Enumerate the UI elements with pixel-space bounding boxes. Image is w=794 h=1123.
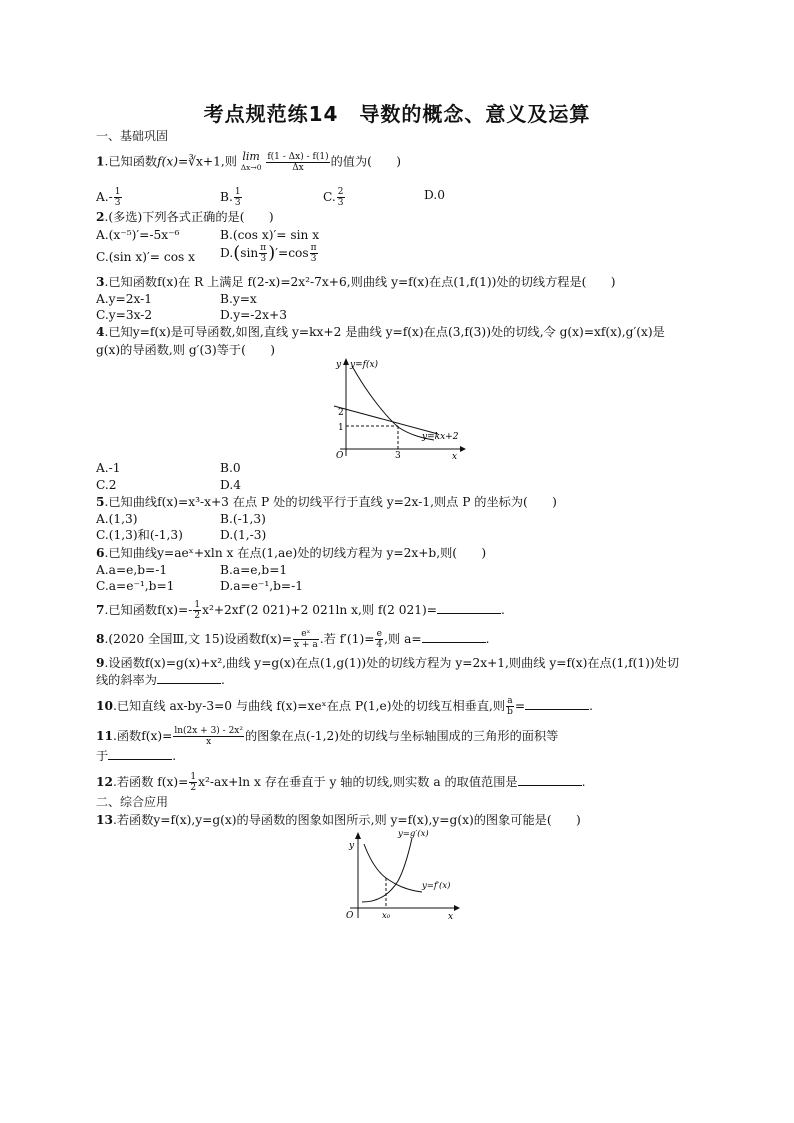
q3-option-b: B.y=x (220, 292, 257, 306)
answer-blank[interactable] (525, 698, 589, 710)
q4-origin: O (336, 451, 344, 460)
q13-x-label: x (448, 912, 454, 922)
question-9-line2: 线的斜率为 . (96, 673, 225, 687)
q13-x-arrow (454, 905, 460, 911)
q5-option-c: C.(1,3)和(-1,3) (96, 528, 183, 542)
q4-curve-label: y=f(x) (350, 360, 379, 370)
page-title: 考点规范练14 导数的概念、意义及运算 (203, 102, 591, 126)
question-6: 6.已知曲线y=aeˣ+xln x 在点(1,ae)处的切线方程为 y=2x+b,则( ) (96, 546, 487, 560)
question-11: 11.函数f(x)= $\frac{\text{ln(2x + 3) - 2x²}}{x}$ 的图象在点(-1,2)处的切线与坐标轴围成的三角形的面积等 (96, 726, 559, 747)
question-8: 8.(2020 全国Ⅲ,文 15)设函数f(x)= $\frac{\text{eˣ}}{x + a}$ .若 f′(1)= $\frac{e}{4}$ ,则 a= . (96, 629, 490, 650)
q3-option-d: D.y=-2x+3 (220, 308, 288, 322)
q4-option-c: C.2 (96, 478, 117, 492)
question-4: 4.已知y=f(x)是可导函数,如图,直线 y=kx+2 是曲线 y=f(x)在点(3,f(3))处的切线,令 g(x)=xf(x),g′(x)是 (96, 325, 665, 339)
q4-curve (352, 366, 434, 440)
q4-y-arrow (343, 358, 349, 365)
q6-option-c: C.a=e⁻¹,b=1 (96, 579, 175, 593)
q2-option-c: C.(sin x)′= cos x (96, 250, 196, 264)
q1-fx: f(x)= (157, 154, 189, 169)
q4-graph (330, 356, 470, 460)
q13-g-label: y=g′(x) (398, 829, 429, 839)
q2-option-d: D.(sin $\frac{\pi}{3}$ )′=cos $\frac{\pi}{3}$ (220, 242, 317, 264)
q13-g-prime-curve (362, 838, 412, 902)
q4-tick-3: 3 (395, 451, 401, 460)
answer-blank[interactable] (108, 748, 172, 760)
q5-option-b: B.(-1,3) (220, 512, 266, 526)
q13-y-arrow (355, 832, 361, 839)
answer-blank[interactable] (157, 672, 221, 684)
question-5: 5.已知曲线f(x)=x³-x+3 在点 P 处的切线平行于直线 y=2x-1,则点 P 的坐标为( ) (96, 495, 557, 509)
q4-x-arrow (460, 446, 466, 452)
q13-f-label: y=f′(x) (422, 881, 451, 891)
q3-option-a: A.y=2x-1 (96, 292, 153, 306)
q13-y-label: y (349, 841, 355, 851)
answer-blank[interactable] (437, 602, 501, 614)
q13-origin: O (346, 911, 354, 921)
q1-fraction: $\frac{f(1 - \Delta x) - f(1)}{\Delta x}$ (267, 151, 329, 173)
q4-option-d: D.4 (220, 478, 241, 492)
q6-option-d: D.a=e⁻¹,b=-1 (220, 579, 303, 593)
q13-graph (340, 826, 465, 922)
question-number: 1 (96, 154, 105, 169)
q4-option-a: A.-1 (96, 461, 121, 475)
question-3: 3.已知函数f(x)在 R 上满足 f(2-x)=2x²-7x+6,则曲线 y=f(x)在点(1,f(1))处的切线方程是( ) (96, 275, 616, 289)
q1-option-b: B. $\frac{1}{3}$ (220, 187, 241, 208)
question-11-line2: 于 . (96, 749, 177, 763)
q4-y-label: y (336, 360, 342, 370)
q4-tick-1: 1 (338, 423, 344, 433)
q2-option-a: A.(x⁻⁵)′=-5x⁻⁶ (96, 228, 180, 242)
q1-stem-a: .已知函数 (104, 154, 158, 169)
section-comprehensive: 二、综合应用 (96, 795, 169, 809)
q13-x0-label: x₀ (382, 911, 391, 921)
q6-option-a: A.a=e,b=-1 (96, 563, 168, 577)
question-13: 13.若函数y=f(x),y=g(x)的导函数的图象如图所示,则 y=f(x),y=g(x)的图象可能是( ) (96, 813, 581, 827)
q13-f-prime-curve (364, 844, 422, 892)
q1-option-c: C. $\frac{2}{3}$ (323, 187, 344, 208)
question-7: 7.已知函数f(x)=- $\frac{1}{2}$ x²+2xf′(2 021)+2 021ln x,则 f(2 021)= . (96, 600, 505, 621)
q6-option-b: B.a=e,b=1 (220, 563, 288, 577)
question-10: 10.已知直线 ax-by-3=0 与曲线 f(x)=xeˣ在点 P(1,e)处的切线互相垂直,则 $\frac{a}{b}$ = . (96, 696, 593, 717)
q4-tick-2: 2 (338, 408, 344, 418)
question-9: 9.设函数f(x)=g(x)+x²,曲线 y=g(x)在点(1,g(1))处的切线方程为 y=2x+1,则曲线 y=f(x)在点(1,f(1))处切 (96, 656, 680, 670)
question-2: 2.(多选)下列各式正确的是( ) (96, 210, 274, 224)
q2-option-b: B.(cos x)′= sin x (220, 228, 320, 242)
question-4-line2: g(x)的导函数,则 g′(3)等于( ) (96, 343, 275, 357)
q5-option-a: A.(1,3) (96, 512, 138, 526)
answer-blank[interactable] (422, 631, 486, 643)
q1-root: ∛x+1,则 (188, 154, 237, 169)
q1-option-d: D.0 (424, 188, 445, 202)
q3-option-c: C.y=3x-2 (96, 308, 153, 322)
answer-blank[interactable] (518, 774, 582, 786)
question-1 (96, 151, 401, 173)
limit-operator: lim Δx→0 (240, 150, 262, 172)
q4-option-b: B.0 (220, 461, 241, 475)
section-basic: 一、基础巩固 (96, 129, 169, 143)
q5-option-d: D.(1,-3) (220, 528, 267, 542)
q4-tangent-line (334, 406, 438, 434)
question-12: 12.若函数 f(x)= $\frac{1}{2}$ x²-ax+ln x 存在垂直于 y 轴的切线,则实数 a 的取值范围是 . (96, 772, 586, 793)
q4-line-label: y=kx+2 (422, 432, 459, 442)
q1-stem-b: 的值为( ) (330, 154, 402, 169)
q4-x-label: x (452, 452, 458, 460)
q1-option-a: A.- $\frac{1}{3}$ (96, 187, 121, 208)
